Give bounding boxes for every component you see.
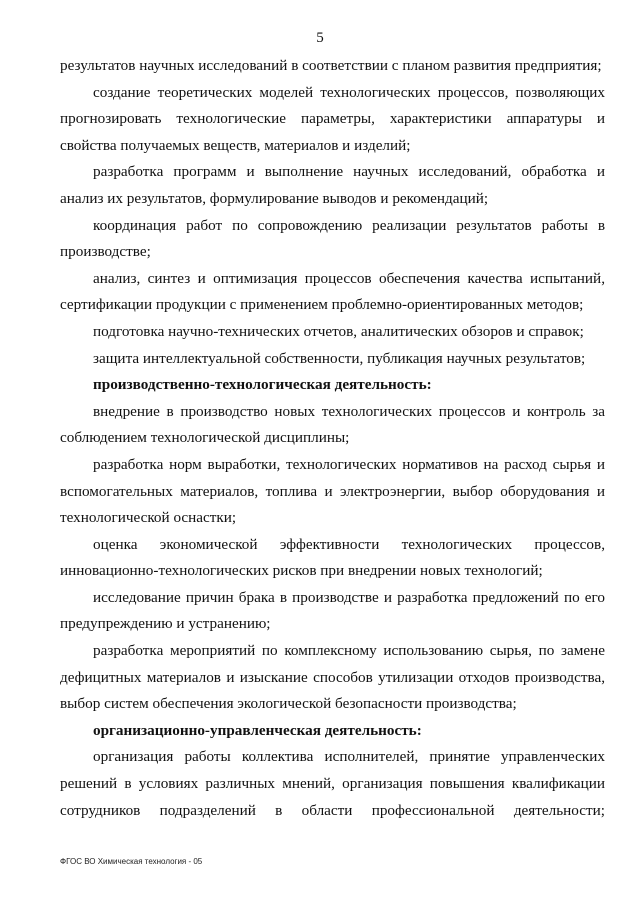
paragraph: анализ, синтез и оптимизация процессов обеспечения качества испытаний, сертификации продукции с применением проблемно-ориентированных методов; (60, 269, 605, 314)
paragraph: координация работ по сопровождению реализации результатов работы в производстве; (60, 216, 605, 261)
paragraph: подготовка научно-технических отчетов, аналитических обзоров и справок; (93, 322, 584, 340)
paragraph: разработка норм выработки, технологических нормативов на расход сырья и вспомогательных материалов, топлива и электроэнергии, выбор оборудования и технологической оснастки; (60, 455, 605, 527)
paragraph: защита интеллектуальной собственности, публикация научных результатов; (93, 349, 586, 367)
section-heading: производственно-технологическая деятельность: (93, 376, 432, 394)
paragraph: разработка мероприятий по комплексному использованию сырья, по замене дефицитных материалов и изыскание способов утилизации отходов производства, выбор систем обеспечения экологической безопасности производства; (60, 642, 605, 713)
page-number: 5 (316, 30, 324, 46)
page-body (60, 53, 605, 824)
paragraph: организация работы коллектива исполнителей, принятие управленческих решений в условиях различных мнений, организация повышения квалификации сотрудников подразделений в области профессиональной деятельности; (60, 748, 605, 819)
paragraph: разработка программ и выполнение научных исследований, обработка и анализ их результатов, формулирование выводов и рекомендаций; (60, 163, 605, 207)
section-heading: организационно-управленческая деятельность: (93, 721, 422, 739)
paragraph: исследование причин брака в производстве и разработка предложений по его предупреждению и устранению; (60, 588, 605, 633)
paragraph: результатов научных исследований в соответствии с планом развития предприятия; (60, 57, 602, 74)
paragraph: оценка экономической эффективности технологических процессов, инновационно-технологических рисков при внедрении новых технологий; (60, 535, 605, 580)
page-footer: ФГОС ВО Химическая технология - 05 (60, 857, 203, 866)
paragraph: создание теоретических моделей технологических процессов, позволяющих прогнозировать технологические параметры, характеристики аппаратуры и свойства получаемых веществ, материалов и изделий; (60, 83, 605, 154)
paragraph: внедрение в производство новых технологических процессов и контроль за соблюдением технологической дисциплины; (60, 402, 605, 447)
